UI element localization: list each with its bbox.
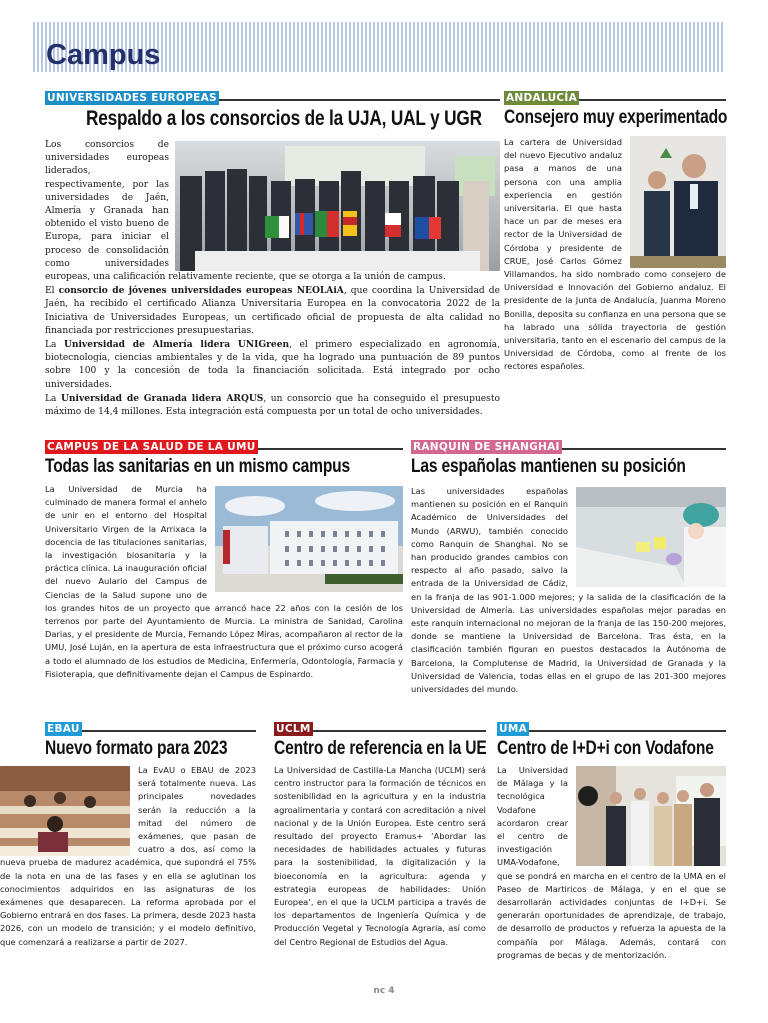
article-headline: Todas las sanitarias en un mismo campus bbox=[45, 456, 351, 477]
article-text: La EvAU o EBAU de 2023 será totalmente nueva. Las principales novedades serán la reducción a la mitad del número de exámenes, que pasan de cuatro a dos, así como la nueva prueba de madurez académica, que supondrá el 75% de la nota en una de las fases y en ella se aglutinan los conocimientos adquiridos en las asignaturas de los exámenes que desaparecen. La reforma aprobada por el Gobierno entrará en dos fases. La primera, desde 2023 hasta 2026, con un modelo de transición; y el modelo definitivo, que comenzará a realizarse a partir de 2027. bbox=[0, 765, 256, 947]
students-exam-photo bbox=[0, 766, 130, 856]
section-tag-line bbox=[45, 435, 403, 453]
text-span: La bbox=[45, 340, 64, 351]
article-headline: Las españolas mantienen su posición bbox=[411, 456, 686, 477]
article-text: La cartera de Universidad del nuevo Ejecutivo andaluz pasa a manos de una persona con una amplia experiencia en gestión universitaria. El que hasta hace un par de meses era rector de la Universidad de Córdoba y presidente de CRUE, José Carlos Gómez Villamandos, ha sido nombrado como consejero de Universidad e Innovación del Gobierno andaluz. El presidente de la Junta de Andalucía, Juanma Moreno Bonilla, deposita su confianza en una persona que se ha labrado una sólida trayectoria de gestión universitaria, tanto en el escenario del campus de la Universidad de Córdoba, como al frente de los rectores españoles. bbox=[504, 137, 726, 372]
text-span: , el primero especializado en agronomía, biotecnología, ciencias ambientales y de la vida, que ha logrado una puntuación de 89 puntos sobre 100 y la concesión de toda la financiación solicitada. Está integrado por ocho universidades. bbox=[45, 340, 500, 390]
umu-building-photo bbox=[215, 486, 403, 592]
article-body bbox=[411, 485, 726, 696]
article-andalucia bbox=[504, 86, 726, 374]
article-body bbox=[45, 139, 500, 419]
section-tag: UNIVERSIDADES EUROPEAS bbox=[47, 92, 217, 104]
group-hands-together-photo bbox=[576, 766, 726, 866]
article-text: La Universidad de Murcia ha culminado de manera formal el anhelo de unir en el entorno del Hospital Universitario Virgen de la Arrixaca la docencia de las titulaciones sanitarias, la investigación biosanitaria y la práctica clínica. La inauguración oficial del nuevo Aulario del Campus de Ciencias de la Salud supone uno de los grandes hitos de un proyecto que arrancó hace 22 años con la cesión de los terrenos por parte del Ayuntamiento de Murcia. La ministra de Sanidad, Carolina Darias, y el presidente de Murcia, Fernando López Miras, acompañaron al rector de la UMU, José Luján, en la apertura de esta infraestructura que el próximo curso acogerá a todo el alumnado de los estudios de Medicina, Enfermería, Odontología, Farmacia y Fisioterapia, que definitivamente dejan el Campus de Espinardo. bbox=[45, 484, 403, 679]
page-footer-number: nc 4 bbox=[373, 986, 395, 996]
text-span: , que coordina la Universidad de Jaén, ha recibido el certificado Alianza Universitaria Europea en la convocatoria 2022 de la Iniciativa de Universidades Europeas, un certificado oficial de propuesta de alta calidad no financiada por restricciones presupuestarias. bbox=[45, 286, 501, 336]
article-paragraph bbox=[45, 392, 500, 419]
article-headline: Nuevo formato para 2023 bbox=[45, 738, 228, 759]
article-paragraph bbox=[45, 338, 500, 392]
group-photo-with-flags bbox=[175, 141, 500, 271]
article-intro: Los consorcios de universidades europeas liderados, respectivamente, por las universidades de Jaén, Almería y Granada han obtenido el visto bueno de Europa, para iniciar el proceso de consolidación como universidades europeas, una calificación relativamente reciente, que se otorga a la unión de campus. bbox=[45, 140, 446, 283]
section-tag-line bbox=[411, 435, 726, 453]
article-body bbox=[0, 764, 256, 949]
article-uclm bbox=[274, 717, 486, 949]
article-campus-salud-umu bbox=[45, 435, 403, 681]
article-headline: Centro de I+D+i con Vodafone bbox=[497, 738, 714, 759]
section-tag: UCLM bbox=[276, 723, 311, 735]
section-masthead bbox=[33, 22, 725, 72]
article-uma bbox=[497, 717, 726, 962]
lab-researcher-photo bbox=[576, 487, 726, 587]
article-text: La Universidad de Castilla-La Mancha (UCLM) será centro instructor para la formación de técnicos en sostenibilidad en la agricultura y en la industria agroalimentaria y contará con acreditación a nivel nacional y de la Unión Europea. Este centro será resultado del proyecto Eramus+ ‘Abordar las necesidades de habilidades actuales y futuras para la sostenibilidad, la digitalización y la bioeconomía en la agricultura: agenda y estrategia europeas de habilidades: Unión Europea’, en el que la UCLM participa a través de los departamentos de Ingeniería Química y de Producción Vegetal y Tecnología Agraria, así como del Centro Regional de Estudios del Agua. bbox=[274, 765, 486, 947]
section-tag: EBAU bbox=[47, 723, 80, 735]
section-tag: ANDALUCÍA bbox=[506, 92, 578, 104]
article-body bbox=[45, 483, 403, 681]
section-tag-line bbox=[274, 717, 486, 735]
article-headline: Respaldo a los consorcios de la UJA, UAL y UGR bbox=[85, 107, 482, 130]
article-ebau bbox=[0, 717, 256, 949]
article-text: Las universidades españolas mantienen su posición en el Ranquin Académico de Universidades del Mundo (ARWU), también conocido como Ranquin de Shanghai. No se han producido grandes cambios con respecto al año pasado, salvo la entrada de la Universidad de Cádiz, en la franja de las 901-1.000 mejores; y la salida de la clasificación de la Universidad de Almería. Las universidades españolas mejor paradas en este ranquin internacional no mejoran de la franja de las 150-200 mejores, donde se mantiene la Universidad de Barcelona. Tras ésta, en la clasificación también figuran en puestos destacados la Autónoma de Barcelona, la Complutense de Madrid, la Universidad de Granada y la Universidad de Valencia, todas ellas en el grupo de las 201-300 mejores universidades del mundo. bbox=[411, 486, 726, 695]
section-tag-line bbox=[45, 717, 256, 735]
officials-at-podium-photo bbox=[630, 136, 726, 268]
article-headline: Centro de referencia en la UE bbox=[274, 738, 487, 759]
bold-text: Universidad de Granada lidera ARQUS bbox=[61, 392, 264, 404]
section-tag-line bbox=[504, 86, 726, 104]
article-ranquin-shanghai bbox=[411, 435, 726, 696]
article-body bbox=[274, 764, 486, 949]
article-text: La Universidad de Málaga y la tecnológica Vodafone acordaron crear el centro de investigación UMA-Vodafone, que se pondrá en marcha en el centro de la UMA en el Paseo de Martiricos de Málaga, y en el que se desarrollarán actividades conjuntas de I+D+i. Se generarán oportunidades de aprendizaje, de trabajo, de desarrollo de productos y refuerza la apuesta de la compañía por Málaga. Además, contará con programas de becas y de mentorización. bbox=[497, 765, 726, 960]
article-body bbox=[504, 136, 726, 374]
section-tag-line bbox=[497, 717, 726, 735]
section-tag: UMA bbox=[499, 723, 528, 735]
section-tag: RANQUIN DE SHANGHAI bbox=[413, 441, 560, 453]
text-span: El bbox=[45, 286, 59, 297]
section-tag-line bbox=[45, 86, 500, 104]
bold-text: Universidad de Almería lidera UNIGreen bbox=[63, 339, 290, 351]
text-span: La bbox=[45, 393, 61, 404]
article-headline: Consejero muy experimentado bbox=[504, 107, 728, 128]
article-universidades-europeas bbox=[45, 86, 500, 419]
article-paragraph bbox=[45, 284, 500, 338]
page-section-title: Campus bbox=[46, 39, 161, 71]
bold-text: consorcio de jóvenes universidades europeas NEOLAiA bbox=[58, 285, 344, 297]
section-tag: CAMPUS DE LA SALUD DE LA UMU bbox=[47, 441, 256, 453]
text-span: , un consorcio que ha conseguido el presupuesto máximo de 14,4 millones. Esta integración está compuesta por un total de ocho universidades. bbox=[45, 393, 500, 418]
article-body bbox=[497, 764, 726, 962]
